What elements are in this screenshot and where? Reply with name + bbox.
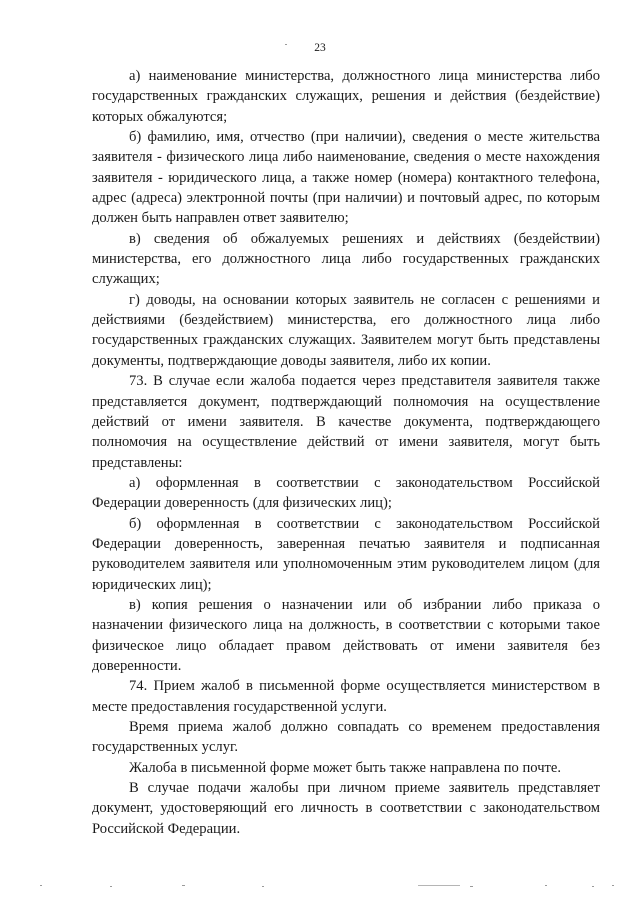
- paragraph-clause-73-item-b: б) оформленная в соответствии с законодательством Российской Федерации доверенность, заверенная печатью заявителя и подписанная руководителем заявителя или уполномоченным этим руководителем лицом (для юридических лиц);: [92, 515, 600, 593]
- paragraph-personal-reception: В случае подачи жалобы при личном приеме заявитель представляет документ, удостоверяющий его личность в соответствии с законодательством Российской Федерации.: [92, 780, 600, 837]
- paragraph-item-a-ministry: а) наименование министерства, должностного лица министерства либо государственных гражданских служащих, решения и действия (бездействие) которых обжалуются;: [92, 68, 600, 125]
- paragraph-reception-time: Время приема жалоб должно совпадать со временем предоставления государственных услуг.: [92, 719, 600, 756]
- body-text: [92, 66, 600, 839]
- paragraph-item-b-applicant-details: б) фамилию, имя, отчество (при наличии), сведения о месте жительства заявителя - физического лица либо наименование, сведения о месте нахождения заявителя - юридического лица, а также номер (номера) контактного телефона, адрес (адреса) электронной почты (при наличии) и почтовый адрес, по которым должен быть направлен ответ заявителю;: [92, 129, 600, 227]
- paragraph-clause-73-item-a: а) оформленная в соответствии с законодательством Российской Федерации доверенность (для физических лиц);: [92, 474, 600, 512]
- paragraph-item-v-appealed-decisions: в) сведения об обжалуемых решениях и действиях (бездействии) министерства, его должностного лица либо государственных гражданских служащих;: [92, 230, 600, 288]
- paragraph-clause-73-item-v: в) копия решения о назначении или об избрании либо приказа о назначении физического лица на должность, в соответствии с которыми такое физическое лицо обладает правом действовать от имени заявителя без доверенности.: [92, 596, 600, 674]
- page-number: 23: [314, 42, 326, 54]
- scan-artifacts: [0, 884, 640, 888]
- paragraph-clause-73: 73. В случае если жалоба подается через представителя заявителя также представляется документ, подтверждающий полномочия на осуществление действий от имени заявителя. В качестве документа, подтверждающего полномочия на осуществление действий от имени заявителя, могут быть представлены:: [92, 373, 600, 471]
- paragraph-item-g-arguments: г) доводы, на основании которых заявитель не согласен с решениями и действиями (бездействием) министерства, его должностного лица либо государственных гражданских служащих. Заявителем могут быть представлены документы, подтверждающие доводы заявителя, либо их копии.: [92, 291, 600, 369]
- paragraph-postal-submission: Жалоба в письменной форме может быть также направлена по почте.: [129, 759, 562, 776]
- paragraph-clause-74: 74. Прием жалоб в письменной форме осуществляется министерством в месте предоставления государственной услуги.: [92, 678, 600, 715]
